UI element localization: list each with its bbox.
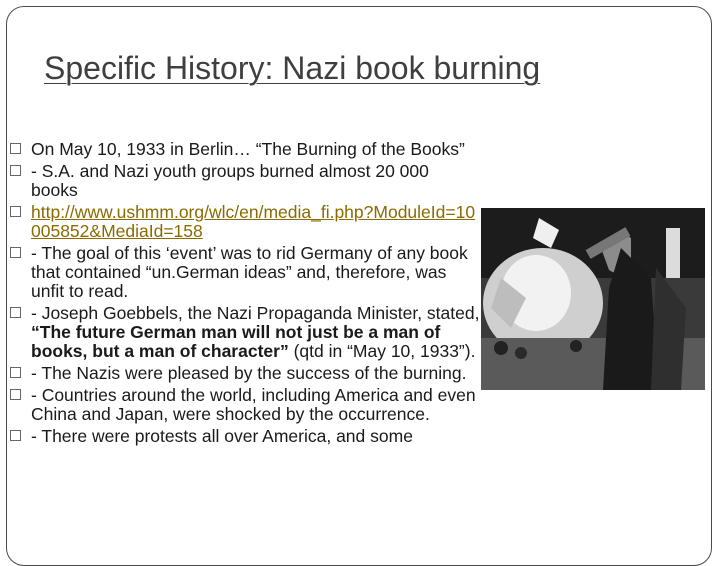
bullet-text: - The goal of this ‘event’ was to rid Germany of any book that contained “un.German ideas” and, therefore, was unfit to read. [31, 243, 468, 301]
bullet-text: (qtd in “May 10, 1933”). [288, 341, 476, 361]
bullet-text: On May 10, 1933 in Berlin… “The Burning of the Books” [31, 139, 465, 159]
bullet-item [10, 244, 480, 301]
bullet-item [10, 386, 480, 424]
ushmm-link[interactable]: http://www.ushmm.org/wlc/en/media_fi.php?ModuleId=10005852&MediaId=158 [31, 202, 476, 241]
slide-title: Specific History: Nazi book burning [44, 50, 541, 86]
goebbels-quote: “The future German man will not just be a man of books, but a man of character” [31, 322, 441, 361]
bullet-text: - Joseph Goebbels, the Nazi Propaganda Minister, stated, [31, 303, 480, 323]
bullet-icon [10, 247, 21, 258]
bullet-text: - The Nazis were pleased by the success of the burning. [31, 363, 467, 383]
bullet-item [10, 203, 480, 241]
bullet-icon [10, 367, 21, 378]
bullet-item [10, 364, 480, 383]
bullet-text: - Countries around the world, including America and even China and Japan, were shocked by the occurrence. [31, 385, 476, 424]
bullet-item [10, 427, 480, 446]
book-burning-photo [481, 208, 705, 390]
bullet-icon [10, 389, 21, 400]
bullet-icon [10, 143, 21, 154]
bullet-text: - There were protests all over America, and some [31, 426, 413, 446]
bullet-icon [10, 165, 21, 176]
bullet-item [10, 304, 480, 361]
bullet-item [10, 140, 480, 159]
bullet-icon [10, 307, 21, 318]
book-burning-photo-graphic [481, 208, 705, 390]
bullet-icon [10, 206, 21, 217]
bullet-icon [10, 430, 21, 441]
bullet-item [10, 162, 480, 200]
bullet-text: - S.A. and Nazi youth groups burned almost 20 000 books [31, 161, 429, 200]
bullet-list [10, 140, 480, 449]
